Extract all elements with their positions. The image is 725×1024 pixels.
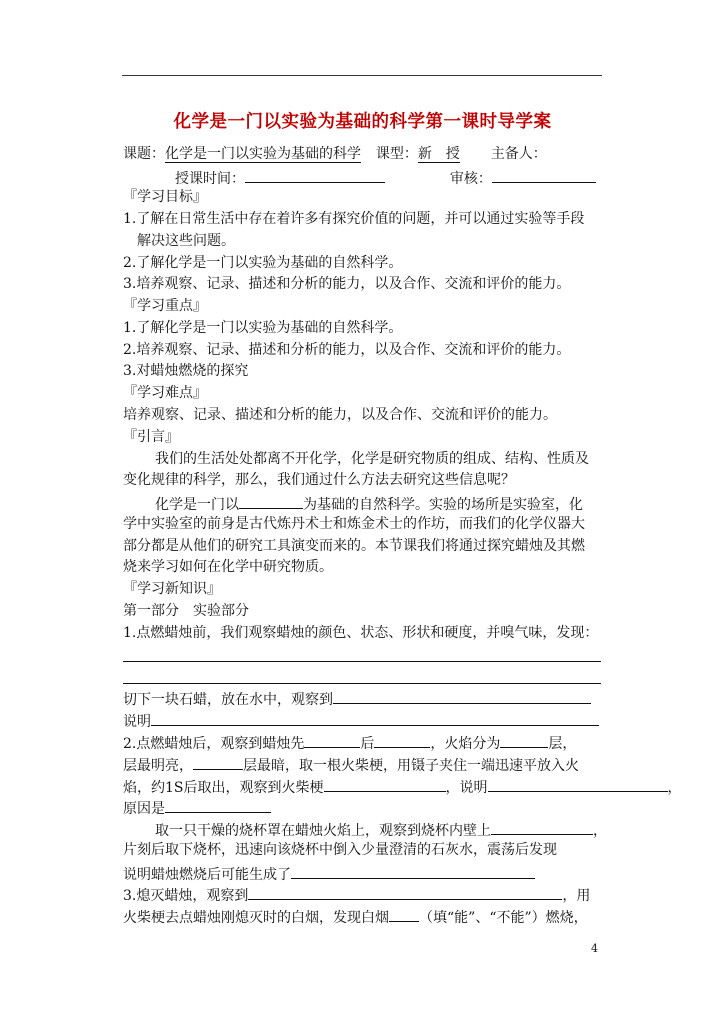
key-point-3: 3.对蜡烛燃烧的探究 bbox=[123, 363, 249, 379]
topic-value: 化学是一门以实验为基础的科学 bbox=[165, 146, 361, 162]
goal-item-1: 1.了解在日常生活中存在着许多有探究价值的问题，并可以通过实验等手段 bbox=[123, 211, 585, 227]
type-value: 新 授 bbox=[417, 146, 460, 162]
goal-item-1-cont: 解决这些问题。 bbox=[137, 233, 235, 249]
q2-p2-text-a: 取一只干燥的烧杯罩在蜡烛火焰上，观察到烧杯内壁上 bbox=[155, 823, 491, 839]
page-number: 4 bbox=[591, 942, 598, 955]
time-label: 授课时间： bbox=[175, 171, 245, 187]
intro-p1-line2: 变化规律的科学，那么，我们通过什么方法去研究这些信息呢？ bbox=[123, 472, 515, 488]
q2-text-j: 原因是 bbox=[123, 801, 165, 817]
intro-p2-line2: 学中实验室的前身是古代炼丹术士和炼金术士的作坊，而我们的化学仪器大 bbox=[123, 516, 585, 532]
question-1-cut-text: 切下一块石蜡，放在水中，观察到 bbox=[123, 692, 333, 708]
answer-line-2[interactable] bbox=[123, 683, 601, 684]
blank-matchstick[interactable] bbox=[324, 775, 446, 792]
q2-p2-text-b: ， bbox=[593, 823, 607, 839]
q2-text-e: 层最明亮， bbox=[123, 758, 193, 774]
q2-text-i: ， bbox=[667, 780, 682, 796]
q3-text-d: （填“能”、“不能”）燃烧， bbox=[419, 910, 588, 926]
goal-item-3: 3.培养观察、记录、描述和分析的能力，以及合作、交流和评价的能力。 bbox=[123, 276, 571, 292]
q2-text-b: 后 bbox=[360, 736, 375, 752]
question-2-line3 bbox=[123, 775, 682, 795]
blank-indicates[interactable] bbox=[488, 775, 668, 792]
header-rule bbox=[122, 75, 602, 76]
blank-can-burn[interactable] bbox=[389, 905, 419, 922]
q2-text-c: ，火焰分为 bbox=[430, 736, 501, 752]
intro-p2-text-b: 为基础的自然科学。实验的场所是实验室，化 bbox=[303, 497, 583, 513]
goals-heading: 『学习目标』 bbox=[123, 189, 207, 205]
header-line-1 bbox=[123, 144, 547, 164]
question-2-p2-line1 bbox=[155, 818, 607, 838]
question-2-line1 bbox=[123, 731, 576, 751]
blank-darkest-layer[interactable] bbox=[193, 753, 243, 770]
review-label: 审核： bbox=[449, 171, 492, 187]
blank-beaker-wall[interactable] bbox=[491, 818, 593, 835]
q2-p2-text-c: 说明蜡烛燃烧后可能生成了 bbox=[123, 867, 291, 883]
intro-p2-line3: 部分都是从他们的研究工具演变而来的。本节课我们将通过探究蜡烛及其燃 bbox=[123, 538, 585, 554]
key-point-1: 1.了解化学是一门以实验为基础的自然科学。 bbox=[123, 320, 403, 336]
question-3-line1 bbox=[123, 883, 590, 903]
intro-p2-text-a: 化学是一门以 bbox=[155, 497, 239, 513]
intro-p2-line4: 烧来学习如何在化学中研究物质。 bbox=[123, 559, 333, 575]
q2-text-g: 焰，约1S后取出，观察到火柴梗 bbox=[123, 780, 324, 796]
intro-heading: 『引言』 bbox=[123, 429, 179, 445]
header-line-2 bbox=[175, 166, 596, 186]
blank-reason[interactable] bbox=[165, 796, 271, 813]
question-2-p2-line2: 片刻后取下烧杯，迅速向该烧杯中倒入少量澄清的石灰水，震荡后发现 bbox=[123, 842, 557, 858]
blank-layers[interactable] bbox=[500, 731, 548, 748]
question-1: 1.点燃蜡烛前，我们观察蜡烛的颜色、状态、形状和硬度，并嗅气味，发现： bbox=[123, 625, 599, 641]
type-label: 课型： bbox=[375, 146, 418, 162]
q2-text-h: ，说明 bbox=[445, 780, 488, 796]
review-blank[interactable] bbox=[492, 166, 596, 183]
intro-p1-line1: 我们的生活处处都离不开化学，化学是研究物质的组成、结构、性质及 bbox=[155, 451, 589, 467]
blank-experiment[interactable] bbox=[239, 492, 303, 509]
question-1-explain-text: 说明 bbox=[123, 714, 151, 730]
blank-first[interactable] bbox=[304, 731, 360, 748]
blank-extinguish[interactable] bbox=[248, 883, 562, 900]
question-1-cut bbox=[123, 687, 591, 707]
part1-heading: 第一部分 实验部分 bbox=[123, 603, 249, 619]
blank-product[interactable] bbox=[291, 862, 535, 879]
question-1-explain bbox=[123, 709, 599, 729]
question-2-p2-line3 bbox=[123, 862, 535, 882]
q3-text-a: 3.熄灭蜡烛，观察到 bbox=[123, 888, 249, 904]
blank-cut-observe[interactable] bbox=[333, 687, 591, 704]
blank-then[interactable] bbox=[374, 731, 430, 748]
page-title: 化学是一门以实验为基础的科学第一课时导学案 bbox=[173, 112, 552, 132]
difficulties-heading: 『学习难点』 bbox=[123, 385, 207, 401]
time-blank[interactable] bbox=[245, 166, 385, 183]
topic-label: 课题： bbox=[123, 146, 165, 162]
q3-text-b: ，用 bbox=[562, 888, 591, 904]
key-points-heading: 『学习重点』 bbox=[123, 298, 207, 314]
answer-line-1[interactable] bbox=[123, 661, 601, 662]
question-3-line2 bbox=[123, 905, 588, 925]
key-point-2: 2.培养观察、记录、描述和分析的能力，以及合作、交流和评价的能力。 bbox=[123, 342, 571, 358]
question-2-line2 bbox=[123, 753, 579, 773]
q3-text-c: 火柴梗去点蜡烛刚熄灭时的白烟，发现白烟 bbox=[123, 910, 389, 926]
q2-text-a: 2.点燃蜡烛后，观察到蜡烛先 bbox=[123, 736, 305, 752]
goal-item-2: 2.了解化学是一门以实验为基础的自然科学。 bbox=[123, 255, 403, 271]
preparer-label: 主备人： bbox=[490, 146, 547, 162]
q2-text-d: 层， bbox=[548, 736, 577, 752]
question-2-line4 bbox=[123, 796, 271, 816]
blank-explain[interactable] bbox=[151, 709, 599, 726]
new-knowledge-heading: 『学习新知识』 bbox=[123, 581, 221, 597]
intro-p2-line1 bbox=[155, 492, 583, 512]
q2-text-f: 层最暗，取一根火柴梗，用镊子夹住一端迅速平放入火 bbox=[243, 758, 579, 774]
difficulties-text: 培养观察、记录、描述和分析的能力，以及合作、交流和评价的能力。 bbox=[123, 407, 557, 423]
